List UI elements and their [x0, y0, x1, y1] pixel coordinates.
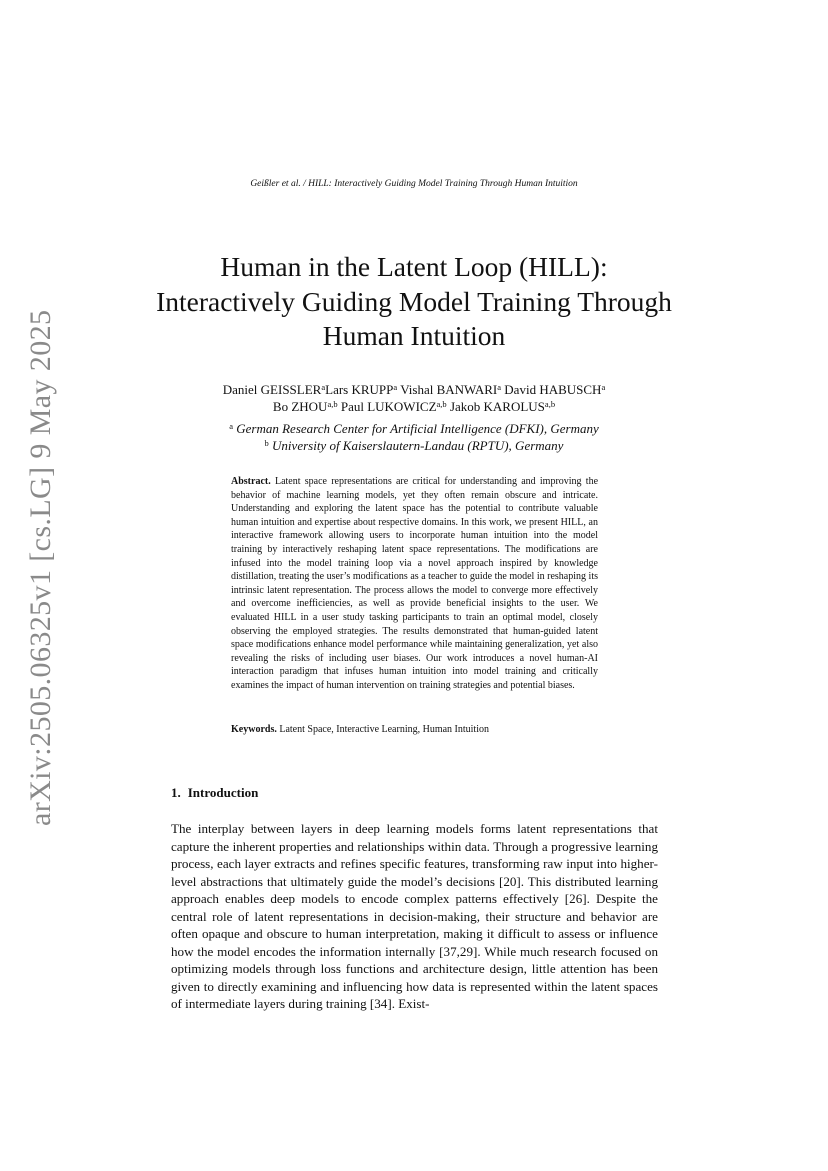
- author-affiliation-mark: a,b: [436, 399, 447, 409]
- keywords-label: Keywords.: [231, 724, 277, 735]
- affiliation-text: University of Kaiserslautern-Landau (RPTU), Germany: [272, 438, 564, 453]
- affiliation: [170, 437, 658, 454]
- section-title: Introduction: [187, 785, 259, 800]
- paper-title: Human in the Latent Loop (HILL): Interactively Guiding Model Training Through Human Intuition: [156, 251, 672, 351]
- author-affiliation-mark: a,b: [327, 399, 338, 409]
- author-affiliation-mark: a: [601, 382, 606, 392]
- arxiv-identifier: arXiv:2505.06325v1 [cs.LG] 9 May 2025: [24, 309, 57, 826]
- affiliation: [170, 420, 658, 437]
- author-affiliation-mark: a: [497, 382, 502, 392]
- author-name: Jakob KAROLUS: [449, 399, 545, 414]
- keywords-text: Latent Space, Interactive Learning, Human Intuition: [279, 724, 489, 735]
- author-name: Paul LUKOWICZ: [340, 399, 437, 414]
- author-name: Vishal BANWARI: [400, 382, 498, 397]
- author-name: Lars KRUPP: [325, 382, 394, 397]
- affiliation-text: German Research Center for Artificial Intelligence (DFKI), Germany: [236, 421, 599, 436]
- affiliation-mark: b: [264, 438, 269, 448]
- author-affiliation-mark: a: [393, 382, 398, 392]
- abstract: [231, 475, 598, 693]
- author-name: David HABUSCH: [504, 382, 602, 397]
- affiliation-mark: a: [229, 421, 234, 431]
- author-list: [170, 381, 658, 415]
- section-number: 1.: [171, 785, 181, 800]
- introduction-paragraph: The interplay between layers in deep learning models forms latent representations that capture the inherent properties and relationships within data. Through a progressive learning process, each layer extracts and refines specific features, transforming raw input into higher-level abstractions that ultimately guide the model’s decisions [20]. This distributed learning approach enables deep models to encode complex patterns effectively [26]. Despite the central role of latent representations in decision-making, their structure and behavior are often opaque and obscure to human interpretation, making it difficult to assess or influence how the model encodes the information internally [37,29]. While much research focused on optimizing models through loss functions and architecture design, little attention has been given to directly examining and influencing how data is represented within the latent spaces of intermediate layers during training [34]. Exist-: [171, 821, 658, 1011]
- abstract-text: Latent space representations are critical for understanding and improving the behavior of machine learning models, yet they often remain obscure and intricate. Understanding and exploring the latent space has the potential to contribute valuable human intuition and expertise about respective domains. In this work, we present HILL, an interactive framework allowing users to incorporate human intuition into the model training by interactively reshaping latent space representations. The modifications are infused into the model training loop via a novel approach inspired by knowledge distillation, treating the user’s modifications as a teacher to guide the model in reshaping its intrinsic latent representation. The process allows the model to converge more effectively and overcome inefficiencies, as well as provide beneficial insights to the user. We evaluated HILL in a user study tasking participants to train an optimal model, closely observing the employed strategies. The results demonstrated that human-guided latent space modifications enhance model performance while maintaining generalization, yet also revealing the risks of including user biases. Our work introduces a novel human-AI interaction paradigm that infuses human intuition into model training and critically examines the impact of human intervention on training strategies and potential biases.: [231, 476, 599, 691]
- running-head: Geißler et al. / HILL: Interactively Guiding Model Training Through Human Intuition: [250, 179, 578, 189]
- keywords: [231, 723, 598, 737]
- author-line: [170, 381, 658, 398]
- author-affiliation-mark: a,b: [544, 399, 556, 409]
- author-name: Bo ZHOU: [272, 399, 328, 414]
- affiliation-list: [170, 420, 658, 454]
- author-name: Daniel GEISSLER: [222, 382, 322, 397]
- abstract-label: Abstract.: [231, 476, 271, 487]
- author-line: [170, 398, 658, 415]
- section-heading: [171, 785, 258, 801]
- author-affiliation-mark: a: [321, 382, 326, 392]
